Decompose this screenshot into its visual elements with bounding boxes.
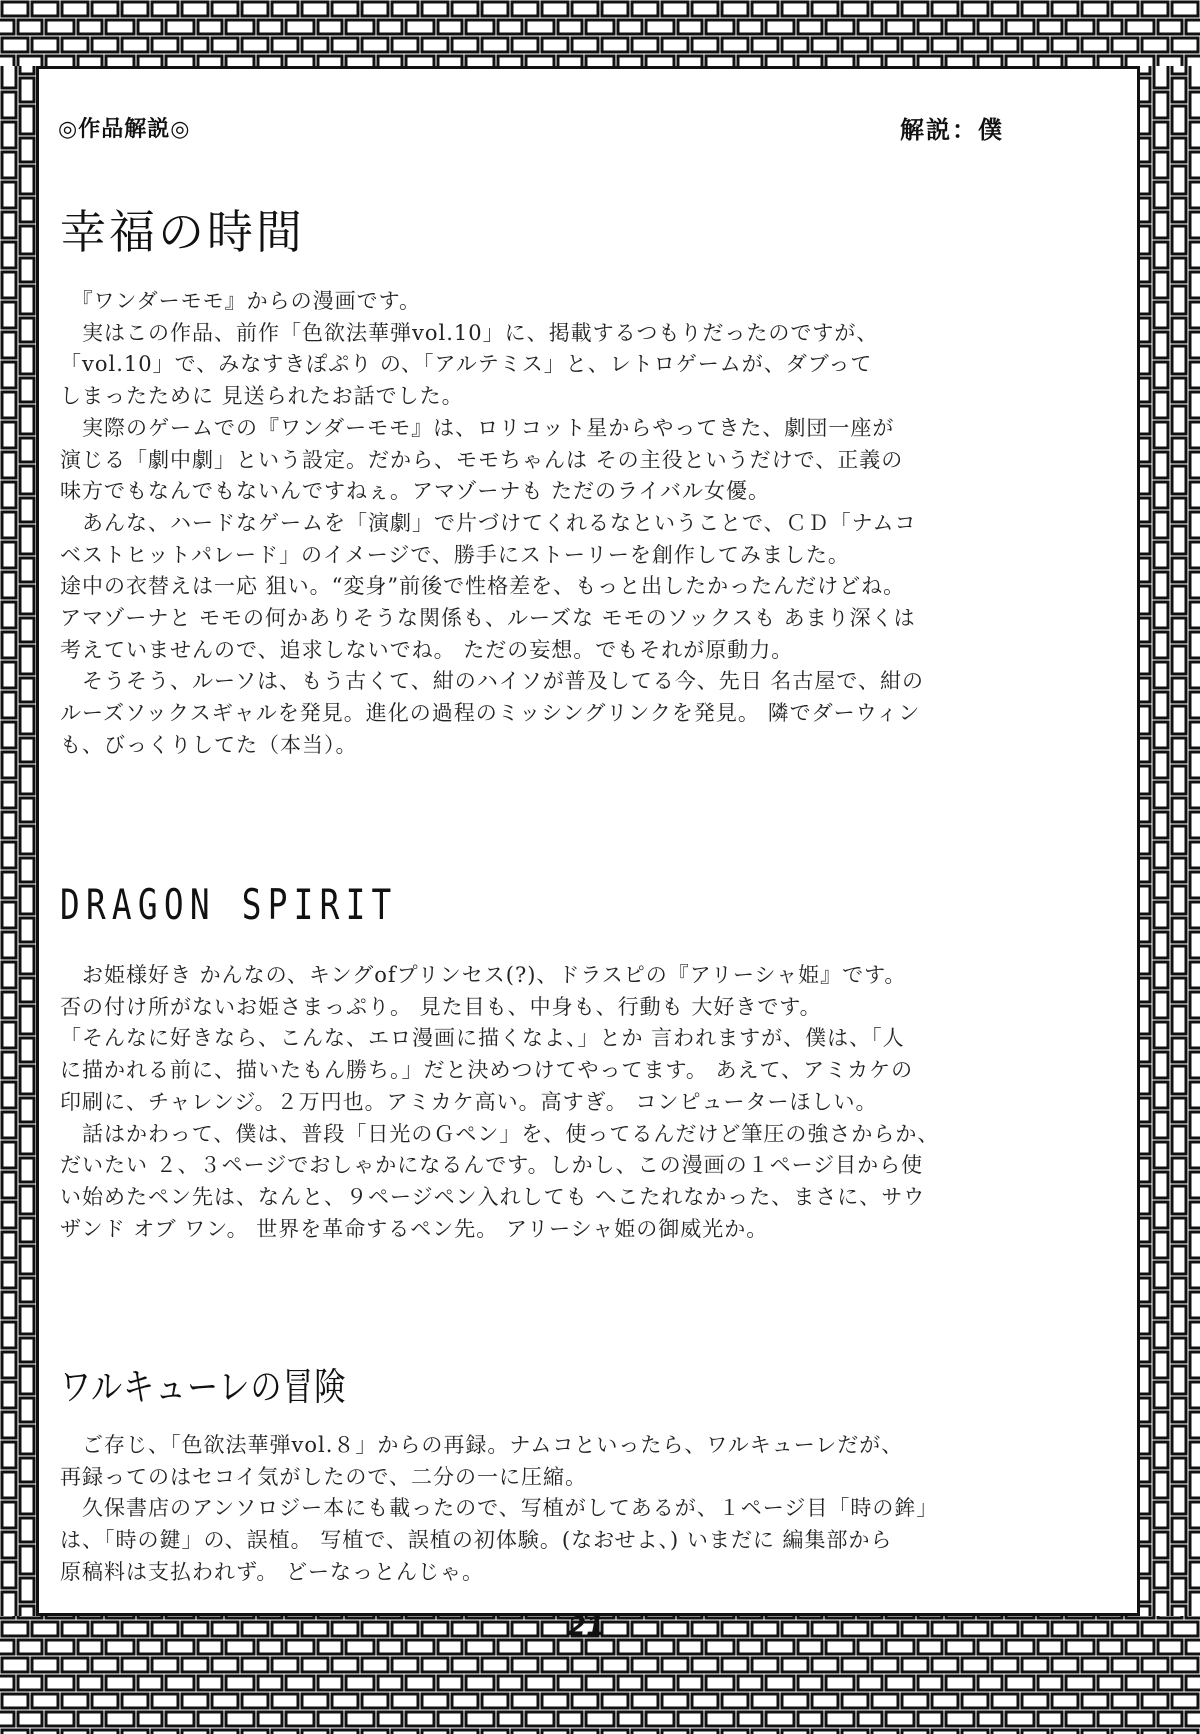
section-body-koufuku: 『ワンダーモモ』からの漫画です。 実はこの作品、前作「色欲法華弾vol.10」に、掲載するつもりだったのですが、 「vol.10」で、みなすきぽぷり の、「アルテミス」と、レトロゲームが、ダブって しまったために 見送られたお話でした。 実際のゲームでの『ワンダーモモ』は、ロリコット星からやってきた、劇団一座が 演じる「劇中劇」という設定。だから、モモちゃんは その主役というだけで、正義の 味方でもなんでもないんですねぇ。アマゾーナも ただのライバル女優。 あんな、ハードなゲームを「演劇」で片づけてくれるなということで、ＣＤ「ナムコ ベストヒットパレード」のイメージで、勝手にストーリーを創作してみました。 途中の衣替えは一応 狙い。“変身”前後で性格差を、もっと出したかったんだけどね。 アマゾーナと モモの何かありそうな関係も、ルーズな モモのソックスも あまり深くは 考えていませんので、追求しないでね。 ただの妄想。でもそれが原動力。 そうそう、ルーソは、もう古くて、紺のハイソが普及してる今、先日 名古屋で、紺の ルーズソックスギャルを発見。進化の過程のミッシングリンクを発見。 隣でダーウィン も、びっくりしてた（本当）。 (60, 289, 924, 757)
commentator-credit: 解説：僕 (900, 116, 1004, 144)
section-title-koufuku: 幸福の時間 (60, 205, 305, 259)
commentary-heading: ◎作品解説◎ (58, 117, 191, 142)
section-title-dragon-spirit: DRAGON SPIRIT (60, 880, 398, 929)
section-title-valkyrie: ワルキューレの冒険 (60, 1365, 347, 1409)
section-body-dragon-spirit: お姫様好き かんなの、キングofプリンセス(?)、ドラスピの『アリーシャ姫』です。 否の付け所がないお姫さまっぷり。 見た目も、中身も、行動も 大好きです。 「そんなに好きなら、こんな、エロ漫画に描くなよ、」とか 言われますが、僕は、「人 に描かれる前に、描いたもん勝ち。」だと決めつけてやってます。 あえて、アミカケの 印刷に、チャレンジ。２万円也。アミカケ高い。高すぎ。 コンピューターほしい。 話はかわって、僕は、普段「日光のＧペン」を、使ってるんだけど筆圧の強さからか、 だいたい ２、３ページでおしゃかになるんです。しかし、この漫画の１ページ目から使 い始めたペン先は、なんと、９ページペン入れしても へこたれなかった、まさに、サウ ザンド オブ ワン。 世界を革命するペン先。 アリーシャ姫の御威光か。 (60, 963, 940, 1241)
page-number: 21 (568, 1612, 605, 1642)
section-body-valkyrie: ご存じ、「色欲法華弾vol.８」からの再録。ナムコといったら、ワルキューレだが、 再録ってのはセコイ気がしたので、二分の一に圧縮。 久保書店のアンソロジー本にも載ったので、写植がしてあるが、１ページ目「時の鉾」 は、「時の鍵」の、誤植。 写植で、誤植の初体験。(なおせよ、) いまだに 編集部から 原稿料は支払われず。 どーなっとんじゃ。 (60, 1433, 939, 1584)
